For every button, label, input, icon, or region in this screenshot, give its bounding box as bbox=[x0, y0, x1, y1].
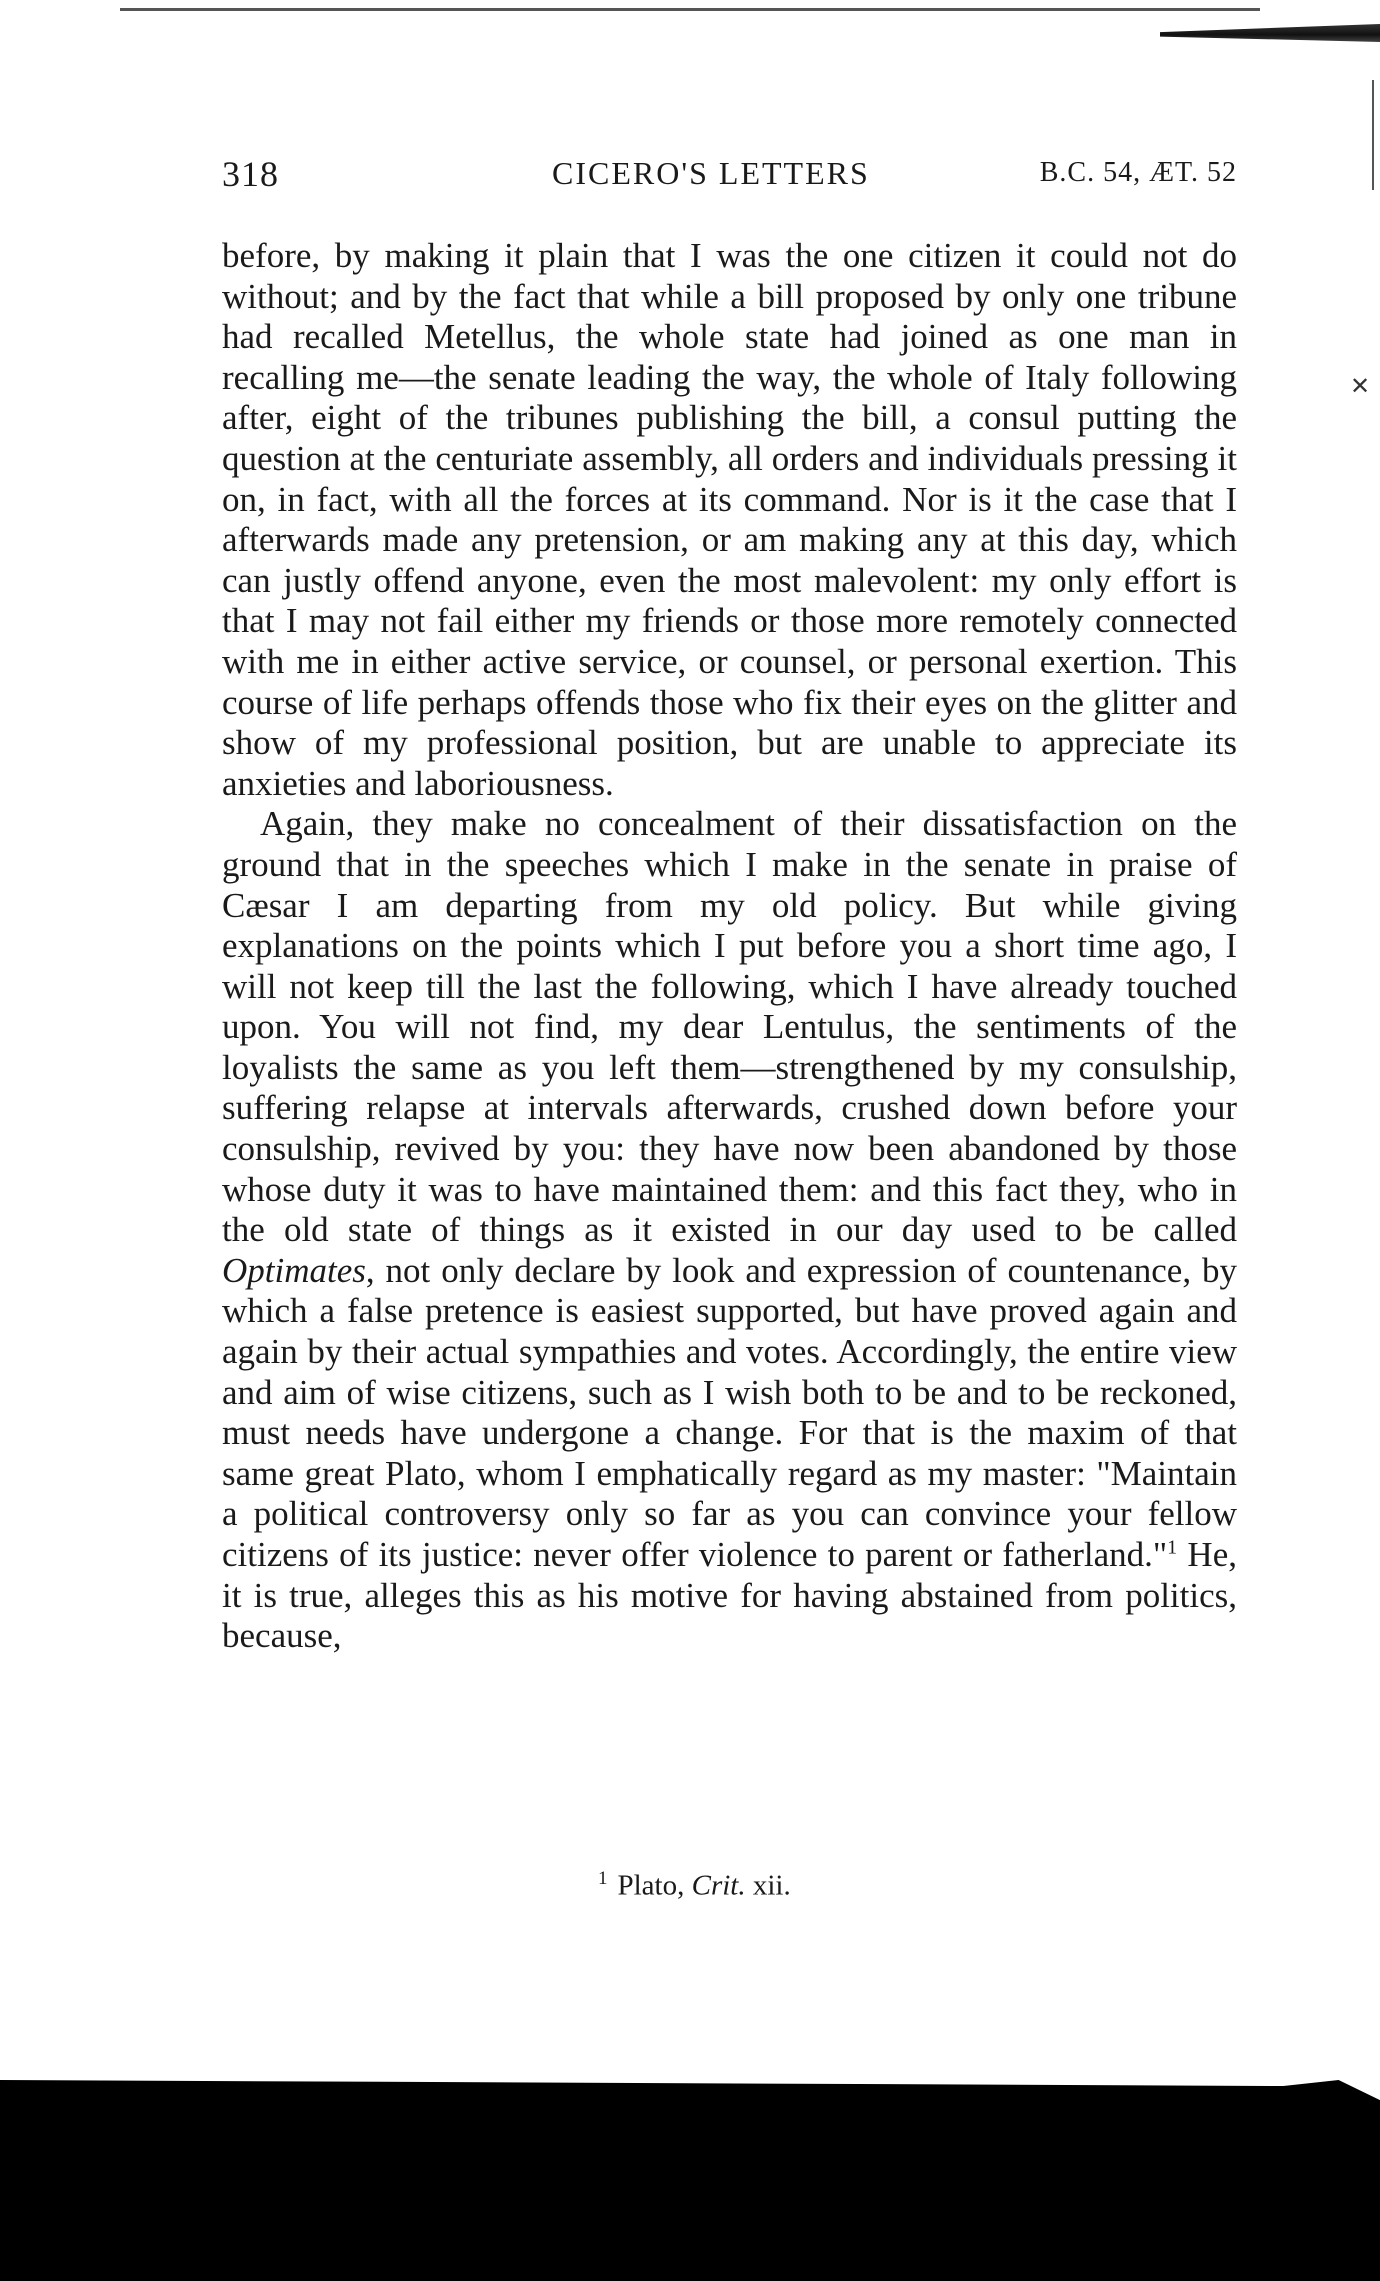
body-text bbox=[222, 236, 1237, 1657]
footnote-work: Crit. bbox=[691, 1869, 746, 1902]
paragraph-2-part-c: He, it is true, alleges this as his motive for having abstained from politics, because, bbox=[222, 1535, 1237, 1656]
running-title: CICERO'S LETTERS bbox=[552, 155, 870, 191]
paragraph-2 bbox=[222, 804, 1237, 1656]
scan-bottom-shadow bbox=[0, 2080, 1380, 2281]
running-header bbox=[222, 153, 1237, 203]
paragraph-1: before, by making it plain that I was the one citizen it could not do without; and by the fact that while a bill proposed by only one tribune had recalled Metellus, the whole state had joined as one man in recalling me—the senate leading the way, the whole of Italy following after, eight of the tribunes publishing the bill, a consul putting the question at the centuriate assembly, all orders and individuals pressing it on, in fact, with all the forces at its command. Nor is it the case that I afterwards made any pretension, or am making any at this day, which can justly offend anyone, even the most malevolent: my only effort is that I may not fail either my friends or those more remotely connected with me in either active service, or counsel, or personal exertion. This course of life perhaps offends those who fix their eyes on the glitter and show of my professional position, but are unable to appreciate its anxieties and laboriousness. bbox=[222, 236, 1237, 803]
page-number: 318 bbox=[222, 154, 279, 194]
paragraph-2-part-b: , not only declare by look and expression of countenance, by which a false pretence is easiest supported, but have proved again and again by their actual sympathies and votes. Accordingly, the entire view and aim of wise citizens, such as I wish both to be and to be reckoned, must needs have undergone a change. For that is the maxim of that same great Plato, whom I emphatically regard as my master: "Maintain a political controversy only so far as you can convince your fellow citizens of its justice: never offer violence to parent or fatherland." bbox=[222, 1250, 1237, 1574]
optimates-term: Optimates bbox=[222, 1250, 366, 1290]
scan-top-edge-shadow bbox=[1160, 24, 1380, 42]
footnote-author: Plato, bbox=[617, 1869, 692, 1902]
margin-mark: ✕ bbox=[1350, 374, 1371, 400]
date-note: B.C. 54, ÆT. 52 bbox=[1039, 157, 1237, 188]
footnote-number: 1 bbox=[598, 1868, 608, 1889]
footnote-section: xii. bbox=[745, 1869, 791, 1902]
paragraph-2-part-a: Again, they make no concealment of their dissatisfaction on the ground that in the speeches which I make in the senate in praise of Cæsar I am departing from my old policy. But while giving explanations on the points which I put before you a short time ago, I will not keep till the last the following, which I have already touched upon. You will not find, my dear Lentulus, the sentiments of the loyalists the same as you left them—strengthened by my consulship, suffering relapse at intervals afterwards, crushed down before your consulship, revived by you: they have now been abandoned by those whose duty it was to have maintained them: and this fact they, who in the old state of things as it existed in our day used to be called bbox=[222, 804, 1237, 1250]
footnote bbox=[598, 1862, 791, 1903]
scan-right-edge bbox=[1372, 80, 1374, 190]
footnote-reference: 1 bbox=[1167, 1536, 1178, 1559]
scan-top-rule bbox=[120, 8, 1260, 11]
